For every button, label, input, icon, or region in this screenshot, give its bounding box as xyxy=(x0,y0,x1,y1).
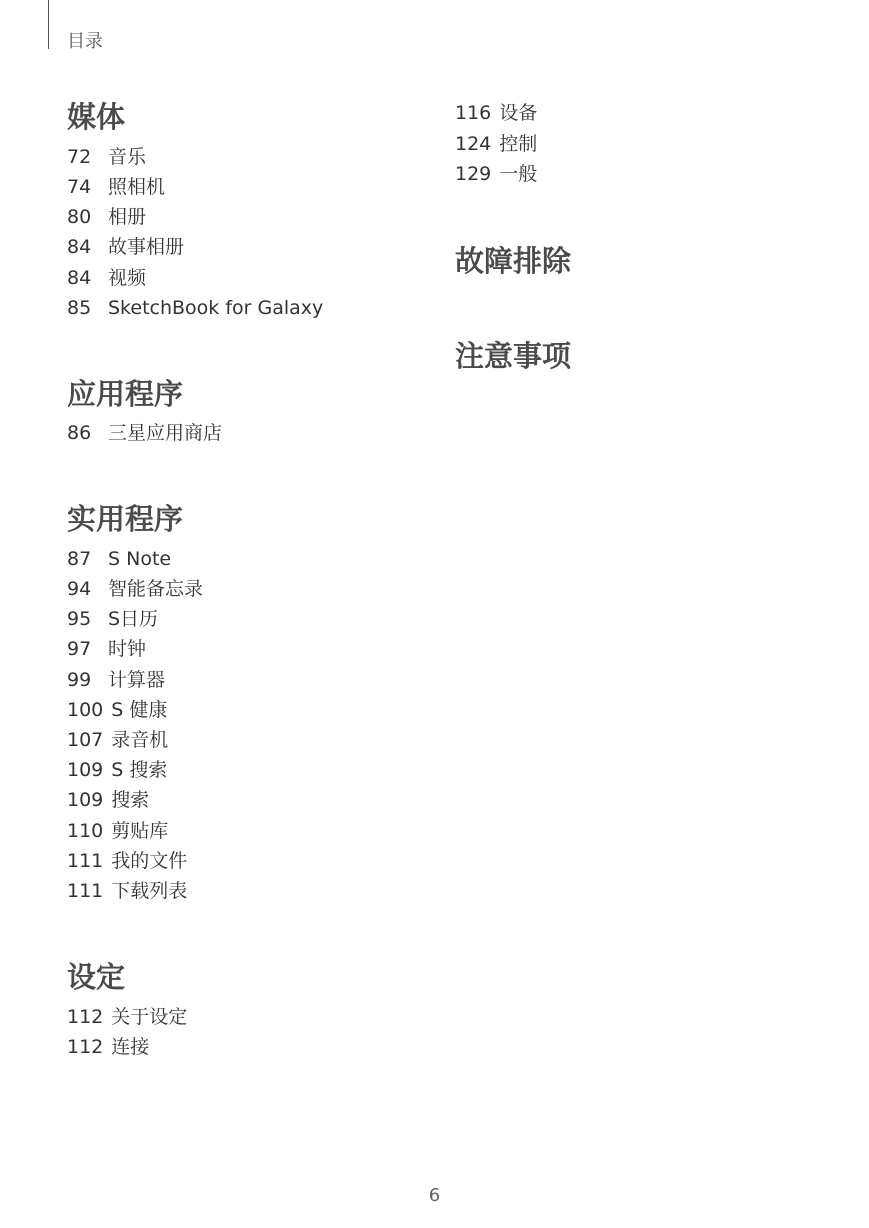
toc-entry-title: SketchBook for Galaxy xyxy=(108,297,324,319)
toc-page-number: 111 xyxy=(67,880,104,902)
toc-entry-title: 计算器 xyxy=(108,669,166,691)
toc-entry[interactable] xyxy=(67,879,187,909)
toc-page-number: 99 xyxy=(67,669,92,691)
toc-entry[interactable] xyxy=(67,728,168,758)
header-title: 目录 xyxy=(67,31,103,52)
toc-page-number: 80 xyxy=(67,206,92,228)
page-number: 6 xyxy=(428,1185,441,1206)
toc-entry-title: S Note xyxy=(108,548,172,570)
toc-entry[interactable] xyxy=(67,235,184,265)
toc-entry-title: 时钟 xyxy=(108,638,147,660)
toc-entry[interactable] xyxy=(67,1005,187,1035)
toc-entry[interactable] xyxy=(67,205,146,235)
toc-entry[interactable] xyxy=(67,547,171,577)
toc-page-number: 95 xyxy=(67,608,92,630)
toc-entry[interactable] xyxy=(67,175,165,205)
toc-entry-title: 控制 xyxy=(499,133,538,155)
toc-entry-title: 下载列表 xyxy=(111,880,188,902)
toc-page-number: 109 xyxy=(67,789,104,811)
toc-entry[interactable] xyxy=(455,101,537,131)
section-heading-utilities: 实用程序 xyxy=(67,502,184,536)
toc-entry[interactable] xyxy=(67,1035,149,1065)
toc-page-number: 110 xyxy=(67,820,104,842)
toc-page-number: 74 xyxy=(67,176,92,198)
toc-entry[interactable] xyxy=(67,698,167,728)
toc-entry-title: S 搜索 xyxy=(111,759,168,781)
section-heading-media: 媒体 xyxy=(67,100,126,134)
toc-entry-title: 音乐 xyxy=(108,146,147,168)
toc-page-number: 87 xyxy=(67,548,92,570)
toc-page-number: 109 xyxy=(67,759,104,781)
toc-entry[interactable] xyxy=(67,849,187,879)
toc-page-number: 112 xyxy=(67,1036,104,1058)
toc-entry-title: 连接 xyxy=(111,1036,150,1058)
toc-entry-title: 搜索 xyxy=(111,789,150,811)
toc-entry[interactable] xyxy=(67,637,146,667)
toc-entry-title: 剪贴库 xyxy=(111,820,169,842)
toc-entry-title: 我的文件 xyxy=(111,850,188,872)
toc-entry-title: 一般 xyxy=(499,163,538,185)
toc-entry[interactable] xyxy=(67,668,165,698)
header-rule xyxy=(48,0,49,49)
toc-entry-title: 相册 xyxy=(108,206,147,228)
section-heading-troubleshooting[interactable]: 故障排除 xyxy=(455,244,572,278)
toc-page-number: 97 xyxy=(67,638,92,660)
toc-entry-title: 故事相册 xyxy=(108,236,185,258)
toc-entry-title: 视频 xyxy=(108,267,147,289)
toc-page-number: 107 xyxy=(67,729,104,751)
toc-entry[interactable] xyxy=(67,577,203,607)
toc-entry[interactable] xyxy=(455,132,537,162)
toc-entry-title: 三星应用商店 xyxy=(108,422,223,444)
section-heading-settings: 设定 xyxy=(67,960,126,994)
toc-entry[interactable] xyxy=(67,296,323,326)
toc-entry[interactable] xyxy=(455,162,537,192)
toc-page-number: 86 xyxy=(67,422,92,444)
toc-page-number: 84 xyxy=(67,267,92,289)
toc-entry[interactable] xyxy=(67,266,146,296)
toc-entry-title: S日历 xyxy=(108,608,159,630)
section-heading-applications: 应用程序 xyxy=(67,377,184,411)
toc-page-number: 112 xyxy=(67,1006,104,1028)
toc-page-number: 100 xyxy=(67,699,104,721)
toc-entry[interactable] xyxy=(67,607,158,637)
toc-page-number: 111 xyxy=(67,850,104,872)
toc-entry[interactable] xyxy=(67,145,146,175)
toc-entry[interactable] xyxy=(67,788,149,818)
section-heading-precautions[interactable]: 注意事项 xyxy=(455,339,572,373)
toc-entry-title: 智能备忘录 xyxy=(108,578,204,600)
toc-entry-title: S 健康 xyxy=(111,699,168,721)
toc-entry-title: 关于设定 xyxy=(111,1006,188,1028)
toc-page-number: 116 xyxy=(455,102,492,124)
toc-page-number: 124 xyxy=(455,133,492,155)
toc-entry-title: 照相机 xyxy=(108,176,166,198)
toc-entry-title: 设备 xyxy=(499,102,538,124)
toc-entry-title: 录音机 xyxy=(111,729,169,751)
toc-entry[interactable] xyxy=(67,421,222,451)
toc-page-number: 94 xyxy=(67,578,92,600)
toc-page-number: 84 xyxy=(67,236,92,258)
toc-entry[interactable] xyxy=(67,819,168,849)
toc-page-number: 72 xyxy=(67,146,92,168)
toc-page-number: 85 xyxy=(67,297,92,319)
toc-page-number: 129 xyxy=(455,163,492,185)
toc-entry[interactable] xyxy=(67,758,167,788)
